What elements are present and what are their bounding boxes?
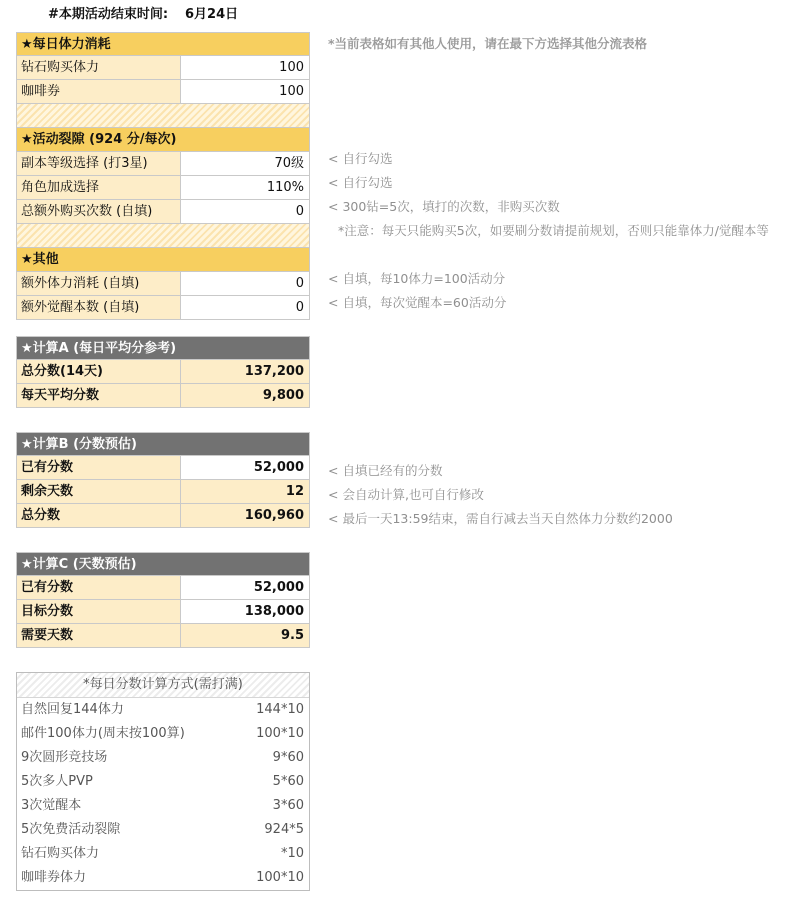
formula-row bbox=[17, 698, 309, 722]
coffee-ticket-label: 咖啡券 bbox=[17, 80, 181, 103]
current-score-note: < 自填已经有的分数 bbox=[328, 463, 443, 478]
formula-value: 3*60 bbox=[272, 798, 304, 813]
rift-row-level bbox=[16, 152, 310, 176]
daily-average-value: 9,800 bbox=[262, 388, 304, 403]
formula-value: 144*10 bbox=[256, 702, 304, 717]
daily-row-coffee bbox=[16, 80, 310, 104]
total-score-value: 137,200 bbox=[244, 364, 304, 379]
formula-row bbox=[17, 818, 309, 842]
extra-stamina-label: 额外体力消耗 (自填) bbox=[17, 272, 181, 295]
current-score-input[interactable]: 52,000 bbox=[181, 456, 309, 479]
calc-a-table bbox=[16, 336, 310, 408]
rift-row-extra bbox=[16, 200, 310, 224]
dungeon-level-label: 副本等级选择 (打3星) bbox=[17, 152, 181, 175]
remaining-days-value[interactable]: 12 bbox=[285, 484, 304, 499]
calc-c-table bbox=[16, 552, 310, 648]
formula-label: 自然回复144体力 bbox=[21, 702, 124, 717]
formula-label: 钻石购买体力 bbox=[21, 846, 100, 861]
character-bonus-select[interactable]: 110% bbox=[181, 176, 309, 199]
level-note: < 自行勾选 bbox=[328, 151, 393, 166]
projected-total-label: 总分数 bbox=[17, 504, 181, 527]
rift-row-bonus bbox=[16, 176, 310, 200]
formula-value: *10 bbox=[280, 846, 304, 861]
last-day-note: < 最后一天13:59结束，需自行减去当天自然体力分数约2000 bbox=[328, 511, 673, 526]
formula-value: 924*5 bbox=[264, 822, 304, 837]
calc-a-row-total bbox=[16, 360, 310, 384]
formula-row bbox=[17, 770, 309, 794]
formula-label: 5次免费活动裂隙 bbox=[21, 822, 121, 837]
calc-b-header: ★计算B (分数预估) bbox=[16, 432, 310, 456]
section-spacer bbox=[16, 224, 310, 248]
formula-label: 咖啡券体力 bbox=[21, 870, 87, 885]
dungeon-level-select[interactable]: 70级 bbox=[181, 152, 309, 175]
formula-label: 邮件100体力(周末按100算) bbox=[21, 726, 185, 741]
purchase-limit-note: *注意：每天只能购买5次，如要刷分数请提前规划，否则只能靠体力/觉醒本等 bbox=[338, 223, 769, 238]
calc-c-row-days bbox=[16, 624, 310, 648]
section-daily-header: ★每日体力消耗 bbox=[16, 32, 310, 56]
formula-value: 5*60 bbox=[272, 774, 304, 789]
extra-awaken-label: 额外觉醒本数 (自填) bbox=[17, 296, 181, 319]
formula-label: 5次多人PVP bbox=[21, 774, 93, 789]
other-row-awaken bbox=[16, 296, 310, 320]
formula-value: 100*10 bbox=[256, 726, 304, 741]
calc-c-header: ★计算C (天数预估) bbox=[16, 552, 310, 576]
coffee-ticket-input[interactable]: 100 bbox=[181, 80, 309, 103]
current-score-c-value: 52,000 bbox=[181, 576, 309, 599]
target-score-label: 目标分数 bbox=[17, 600, 181, 623]
top-note: *当前表格如有其他人使用，请在最下方选择其他分流表格 bbox=[328, 36, 648, 51]
formula-value: 9*60 bbox=[272, 750, 304, 765]
total-score-label: 总分数(14天) bbox=[17, 360, 181, 383]
formula-row bbox=[17, 842, 309, 866]
calc-a-row-average bbox=[16, 384, 310, 408]
extra-purchase-label: 总额外购买次数 (自填) bbox=[17, 200, 181, 223]
formula-row bbox=[17, 866, 309, 890]
formula-row bbox=[17, 746, 309, 770]
projected-total-value: 160,960 bbox=[244, 508, 304, 523]
daily-row-diamond bbox=[16, 56, 310, 80]
calc-b-row-days bbox=[16, 480, 310, 504]
section-other-header: ★其他 bbox=[16, 248, 310, 272]
days-needed-value: 9.5 bbox=[280, 628, 304, 643]
input-sheet bbox=[16, 32, 310, 320]
diamond-stamina-label: 钻石购买体力 bbox=[17, 56, 181, 79]
formula-title: *每日分数计算方式(需打满) bbox=[17, 673, 309, 698]
calc-b-row-total bbox=[16, 504, 310, 528]
extra-awaken-input[interactable]: 0 bbox=[181, 296, 309, 319]
daily-score-formula-table bbox=[16, 672, 310, 891]
character-bonus-label: 角色加成选择 bbox=[17, 176, 181, 199]
remaining-days-note: < 会自动计算,也可自行修改 bbox=[328, 487, 484, 502]
formula-value: 100*10 bbox=[256, 870, 304, 885]
extra-stamina-input[interactable]: 0 bbox=[181, 272, 309, 295]
calc-c-row-have bbox=[16, 576, 310, 600]
current-score-label: 已有分数 bbox=[17, 456, 181, 479]
event-end-date: 6月24日 bbox=[185, 7, 239, 22]
other-row-stamina bbox=[16, 272, 310, 296]
remaining-days-label: 剩余天数 bbox=[17, 480, 181, 503]
formula-label: 9次圆形竞技场 bbox=[21, 750, 108, 765]
event-end-label: #本期活动结束时间: bbox=[48, 7, 169, 22]
bonus-note: < 自行勾选 bbox=[328, 175, 393, 190]
target-score-input[interactable]: 138,000 bbox=[181, 600, 309, 623]
current-score-c-label: 已有分数 bbox=[17, 576, 181, 599]
extra-purchase-note: < 300钻=5次，填打的次数，非购买次数 bbox=[328, 199, 560, 214]
formula-label: 3次觉醒本 bbox=[21, 798, 82, 813]
daily-average-label: 每天平均分数 bbox=[17, 384, 181, 407]
days-needed-label: 需要天数 bbox=[17, 624, 181, 647]
diamond-stamina-input[interactable]: 100 bbox=[181, 56, 309, 79]
extra-stamina-note: < 自填，每10体力=100活动分 bbox=[328, 271, 506, 286]
calc-c-row-target bbox=[16, 600, 310, 624]
section-rift-header: ★活动裂隙 (924 分/每次) bbox=[16, 128, 310, 152]
calc-a-header: ★计算A (每日平均分参考) bbox=[16, 336, 310, 360]
section-spacer bbox=[16, 104, 310, 128]
formula-row bbox=[17, 722, 309, 746]
extra-awaken-note: < 自填，每次觉醒本=60活动分 bbox=[328, 295, 507, 310]
calc-b-row-have bbox=[16, 456, 310, 480]
calc-b-table bbox=[16, 432, 310, 528]
formula-row bbox=[17, 794, 309, 818]
extra-purchase-input[interactable]: 0 bbox=[181, 200, 309, 223]
